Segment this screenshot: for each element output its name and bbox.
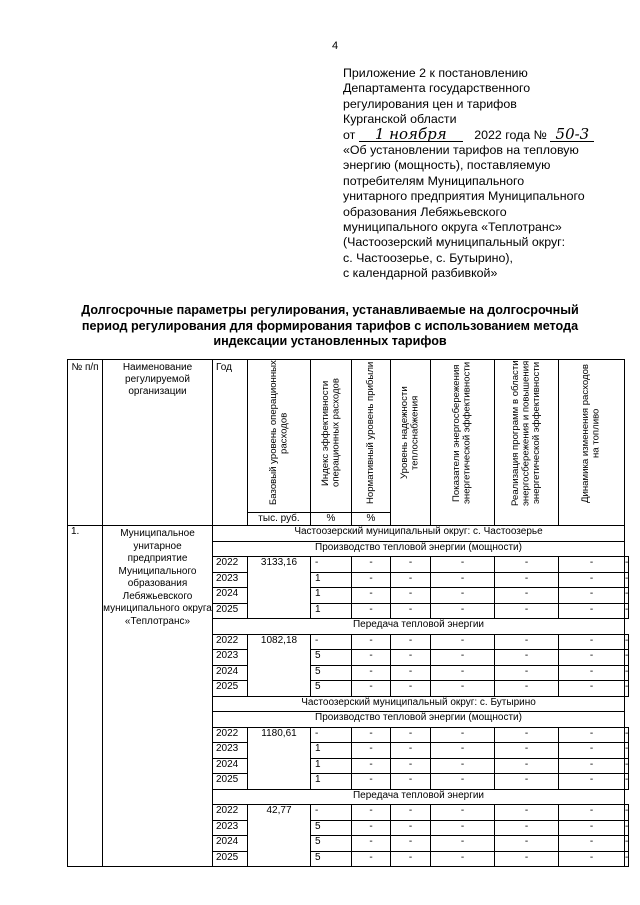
group-name: Производство тепловой энергии (мощности) <box>213 712 625 728</box>
eff-index-cell: 5 <box>311 820 352 836</box>
dash-cell: - <box>431 727 495 743</box>
dash-cell: - <box>495 634 559 650</box>
header-energy <box>431 360 495 526</box>
eff-index-cell: 1 <box>311 758 352 774</box>
dash-cell: - <box>559 650 625 666</box>
dash-cell: - <box>625 572 629 588</box>
dash-cell: - <box>391 836 431 852</box>
dash-cell: - <box>391 851 431 867</box>
dash-cell: - <box>431 557 495 573</box>
title-line: индексации установленных тарифов <box>213 334 447 348</box>
eff-index-cell: 1 <box>311 603 352 619</box>
eff-index-cell: - <box>311 634 352 650</box>
dash-cell: - <box>352 774 391 790</box>
dash-cell: - <box>352 572 391 588</box>
dash-cell: - <box>352 557 391 573</box>
dash-cell: - <box>431 820 495 836</box>
appendix-line: регулирования цен и тарифов <box>343 96 517 111</box>
group-name: Производство тепловой энергии (мощности) <box>213 541 625 557</box>
eff-index-cell: 1 <box>311 588 352 604</box>
appendix-subject-line: с календарной разбивкой» <box>343 266 498 281</box>
dash-cell: - <box>495 572 559 588</box>
dash-cell: - <box>431 758 495 774</box>
dash-cell: - <box>352 851 391 867</box>
base-cost-cell: 3133,16 <box>248 557 311 619</box>
year-cell: 2023 <box>213 650 248 666</box>
eff-index-cell: - <box>311 727 352 743</box>
year-cell: 2022 <box>213 805 248 821</box>
year-cell: 2022 <box>213 727 248 743</box>
appendix-subject-line: (Частоозерский муниципальный округ: <box>343 235 566 250</box>
group-name: Передача тепловой энергии <box>213 789 625 805</box>
year-cell: 2022 <box>213 634 248 650</box>
dash-cell: - <box>559 572 625 588</box>
dash-cell: - <box>495 836 559 852</box>
dash-cell: - <box>495 665 559 681</box>
header-base <box>248 360 311 513</box>
dash-cell: - <box>391 588 431 604</box>
header-programs-text: Реализация программ в области энергосбережения и повышения энергетической эффективности <box>509 360 542 506</box>
dash-cell: - <box>352 634 391 650</box>
dash-cell: - <box>559 820 625 836</box>
parameters-table <box>67 359 629 867</box>
dash-cell: - <box>495 650 559 666</box>
location-row <box>68 526 629 542</box>
dash-cell: - <box>625 743 629 759</box>
appendix-subject-line: с. Частоозерье, с. Бутырино), <box>343 250 513 265</box>
dash-cell: - <box>352 805 391 821</box>
dash-cell: - <box>431 743 495 759</box>
dash-cell: - <box>625 681 629 697</box>
title-line: Долгосрочные параметры регулирования, устанавливаемые на долгосрочный <box>81 303 579 317</box>
dash-cell: - <box>352 758 391 774</box>
dash-cell: - <box>391 572 431 588</box>
year-cell: 2024 <box>213 836 248 852</box>
location-name: Частоозерский муниципальный округ: с. Бутырино <box>213 696 625 712</box>
year-cell: 2024 <box>213 588 248 604</box>
header-fuel-text: Динамика изменения расходов на топливо <box>580 363 602 503</box>
dash-cell: - <box>391 681 431 697</box>
dash-cell: - <box>625 851 629 867</box>
base-cost-cell: 1082,18 <box>248 634 311 696</box>
dash-cell: - <box>391 820 431 836</box>
dash-cell: - <box>625 650 629 666</box>
dash-cell: - <box>559 727 625 743</box>
appendix-date-line <box>343 124 623 143</box>
dash-cell: - <box>559 681 625 697</box>
eff-index-cell: 5 <box>311 665 352 681</box>
header-row <box>68 360 629 513</box>
dash-cell: - <box>391 634 431 650</box>
dash-cell: - <box>559 588 625 604</box>
header-org: Наименование регулируемой организации <box>103 360 213 526</box>
dash-cell: - <box>559 743 625 759</box>
header-energy-text: Показатели энергосбережения энергетической эффективности <box>451 361 473 505</box>
dash-cell: - <box>559 557 625 573</box>
year-cell: 2025 <box>213 603 248 619</box>
dash-cell: - <box>431 572 495 588</box>
appendix-line: Департамента государственного <box>343 81 531 96</box>
dash-cell: - <box>391 665 431 681</box>
dash-cell: - <box>352 820 391 836</box>
dash-cell: - <box>495 743 559 759</box>
year-cell: 2023 <box>213 820 248 836</box>
year-cell: 2025 <box>213 851 248 867</box>
group-name: Передача тепловой энергии <box>213 619 625 635</box>
dash-cell: - <box>352 588 391 604</box>
appendix-subject-line: энергию (мощность), поставляемую <box>343 158 551 173</box>
year-cell: 2025 <box>213 774 248 790</box>
handwritten-date: 1 ноября <box>359 128 463 142</box>
dash-cell: - <box>625 588 629 604</box>
dash-cell: - <box>625 665 629 681</box>
header-base-text: Базовый уровень операционных расходов <box>267 360 289 506</box>
header-profit <box>352 360 391 513</box>
dash-cell: - <box>391 743 431 759</box>
appendix-subject-line: «Об установлении тарифов на тепловую <box>343 143 579 158</box>
base-cost-cell: 1180,61 <box>248 727 311 789</box>
eff-index-cell: 5 <box>311 836 352 852</box>
dash-cell: - <box>625 758 629 774</box>
eff-index-cell: 5 <box>311 650 352 666</box>
unit-eff: % <box>311 513 352 526</box>
dash-cell: - <box>625 557 629 573</box>
dash-cell: - <box>431 836 495 852</box>
dash-cell: - <box>559 665 625 681</box>
dash-cell: - <box>495 774 559 790</box>
dash-cell: - <box>352 681 391 697</box>
year-cell: 2023 <box>213 743 248 759</box>
dash-cell: - <box>352 727 391 743</box>
dash-cell: - <box>625 603 629 619</box>
appendix-line: Приложение 2 к постановлению <box>343 66 528 80</box>
dash-cell: - <box>431 650 495 666</box>
dash-cell: - <box>391 603 431 619</box>
dash-cell: - <box>559 774 625 790</box>
header-programs <box>495 360 559 526</box>
appendix-subject-line: потребителям Муниципального <box>343 173 525 188</box>
dash-cell: - <box>352 650 391 666</box>
dash-cell: - <box>495 557 559 573</box>
dash-cell: - <box>352 665 391 681</box>
dash-cell: - <box>559 603 625 619</box>
dash-cell: - <box>559 634 625 650</box>
dash-cell: - <box>431 603 495 619</box>
dash-cell: - <box>391 557 431 573</box>
page-number: 4 <box>332 40 339 52</box>
dash-cell: - <box>391 650 431 666</box>
dash-cell: - <box>391 727 431 743</box>
header-eff <box>311 360 352 513</box>
dash-cell: - <box>625 634 629 650</box>
year-cell: 2023 <box>213 572 248 588</box>
document-title <box>60 303 600 350</box>
dash-cell: - <box>625 820 629 836</box>
dash-cell: - <box>559 758 625 774</box>
dash-cell: - <box>495 603 559 619</box>
dash-cell: - <box>431 634 495 650</box>
dash-cell: - <box>495 851 559 867</box>
eff-index-cell: 5 <box>311 851 352 867</box>
eff-index-cell: - <box>311 557 352 573</box>
header-reliability <box>391 360 431 526</box>
unit-profit: % <box>352 513 391 526</box>
dash-cell: - <box>431 665 495 681</box>
dash-cell: - <box>495 758 559 774</box>
appendix-subject-line: муниципального округа «Теплотранс» <box>343 220 562 235</box>
dash-cell: - <box>431 681 495 697</box>
dash-cell: - <box>559 836 625 852</box>
dash-cell: - <box>352 603 391 619</box>
dash-cell: - <box>625 727 629 743</box>
header-eff-text: Индекс эффективности операционных расходов <box>319 378 341 488</box>
dash-cell: - <box>495 588 559 604</box>
dash-cell: - <box>625 805 629 821</box>
dash-cell: - <box>495 727 559 743</box>
header-num: № п/п <box>68 360 103 526</box>
year-cell: 2025 <box>213 681 248 697</box>
unit-base: тыс. руб. <box>248 513 311 526</box>
dash-cell: - <box>391 805 431 821</box>
dash-cell: - <box>431 851 495 867</box>
dash-cell: - <box>391 774 431 790</box>
dash-cell: - <box>431 774 495 790</box>
dash-cell: - <box>559 851 625 867</box>
eff-index-cell: - <box>311 805 352 821</box>
dash-cell: - <box>625 774 629 790</box>
appendix-line: Курганской области <box>343 112 457 127</box>
dash-cell: - <box>352 743 391 759</box>
dash-cell: - <box>495 681 559 697</box>
eff-index-cell: 5 <box>311 681 352 697</box>
year-cell: 2024 <box>213 758 248 774</box>
title-line: период регулирования для формирования тарифов с использованием метода <box>81 318 579 333</box>
dash-cell: - <box>431 588 495 604</box>
date-prefix: от <box>343 127 356 142</box>
location-name: Частоозерский муниципальный округ: с. Частоозерье <box>213 526 625 542</box>
year-cell: 2024 <box>213 665 248 681</box>
eff-index-cell: 1 <box>311 743 352 759</box>
header-fuel <box>559 360 625 526</box>
dash-cell: - <box>495 820 559 836</box>
handwritten-number: 50-3 <box>550 128 594 142</box>
dash-cell: - <box>495 805 559 821</box>
header-reliability-text: Уровень надежности теплоснабжения <box>399 386 421 480</box>
appendix-subject-line: унитарного предприятия Муниципального <box>343 189 585 204</box>
org-name: Муниципальное унитарное предприятие Муниципального образования Лебяжьевского муниципального округа «Теплотранс» <box>103 526 213 867</box>
eff-index-cell: 1 <box>311 774 352 790</box>
row-number: 1. <box>68 526 103 867</box>
dash-cell: - <box>559 805 625 821</box>
appendix-block <box>343 66 623 282</box>
eff-index-cell: 1 <box>311 572 352 588</box>
appendix-subject-line: образования Лебяжьевского <box>343 204 507 219</box>
dash-cell: - <box>625 836 629 852</box>
dash-cell: - <box>352 836 391 852</box>
header-year: Год <box>213 360 248 526</box>
date-suffix: 2022 года № <box>474 127 547 142</box>
year-cell: 2022 <box>213 557 248 573</box>
dash-cell: - <box>431 805 495 821</box>
header-profit-text: Нормативный уровень прибыли <box>364 361 376 505</box>
dash-cell: - <box>391 758 431 774</box>
base-cost-cell: 42,77 <box>248 805 311 867</box>
